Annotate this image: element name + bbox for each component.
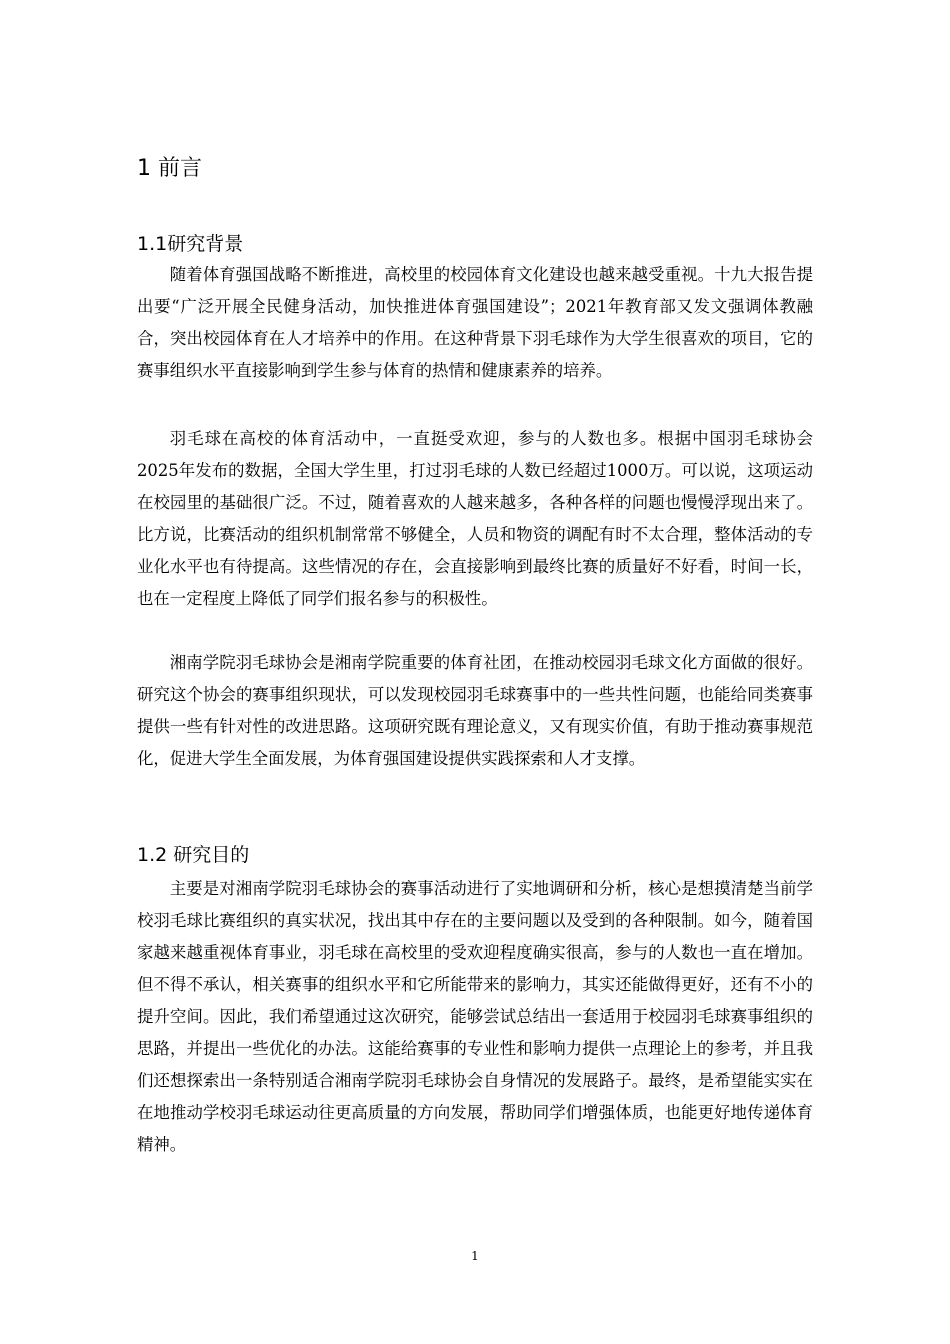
section-heading-purpose: 1.2 研究目的 bbox=[137, 844, 250, 866]
paragraph: 随着体育强国战略不断推进，高校里的校园体育文化建设也越来越受重视。十九大报告提出要“广泛开展全民健身活动，加快推进体育强国建设”；2021年教育部又发文强调体教融合，突出校园体育在人才培养中的作用。在这种背景下羽毛球作为大学生很喜欢的项目，它的赛事组织水平直接影响到学生参与体育的热情和健康素养的培养。 bbox=[137, 265, 813, 380]
page-number: 1 bbox=[471, 1249, 479, 1263]
paragraph: 主要是对湘南学院羽毛球协会的赛事活动进行了实地调研和分析，核心是想摸清楚当前学校羽毛球比赛组织的真实状况，找出其中存在的主要问题以及受到的各种限制。如今，随着国家越来越重视体育事业，羽毛球在高校里的受欢迎程度确实很高，参与的人数也一直在增加。但不得不承认，相关赛事的组织水平和它所能带来的影响力，其实还能做得更好，还有不小的提升空间。因此，我们希望通过这次研究，能够尝试总结出一套适用于校园羽毛球赛事组织的思路，并提出一些优化的办法。这能给赛事的专业性和影响力提供一点理论上的参考，并且我们还想探索出一条特别适合湘南学院羽毛球协会自身情况的发展路子。最终，是希望能实实在在地推动学校羽毛球运动往更高质量的方向发展，帮助同学们增强体质，也能更好地传递体育精神。 bbox=[137, 879, 813, 1154]
section-heading-background: 1.1研究背景 bbox=[137, 233, 244, 255]
chapter-heading: 1 前言 bbox=[137, 156, 202, 181]
paragraph: 羽毛球在高校的体育活动中，一直挺受欢迎，参与的人数也多。根据中国羽毛球协会2025年发布的数据，全国大学生里，打过羽毛球的人数已经超过1000万。可以说，这项运动在校园里的基础很广泛。不过，随着喜欢的人越来越多，各种各样的问题也慢慢浮现出来了。比方说，比赛活动的组织机制常常不够健全，人员和物资的调配有时不太合理，整体活动的专业化水平也有待提高。这些情况的存在，会直接影响到最终比赛的质量好不好看，时间一长，也在一定程度上降低了同学们报名参与的积极性。 bbox=[137, 429, 813, 608]
paragraph: 湘南学院羽毛球协会是湘南学院重要的体育社团，在推动校园羽毛球文化方面做的很好。研究这个协会的赛事组织现状，可以发现校园羽毛球赛事中的一些共性问题，也能给同类赛事提供一些有针对性的改进思路。这项研究既有理论意义，又有现实价值，有助于推动赛事规范化，促进大学生全面发展，为体育强国建设提供实践探索和人才支撑。 bbox=[137, 653, 813, 768]
